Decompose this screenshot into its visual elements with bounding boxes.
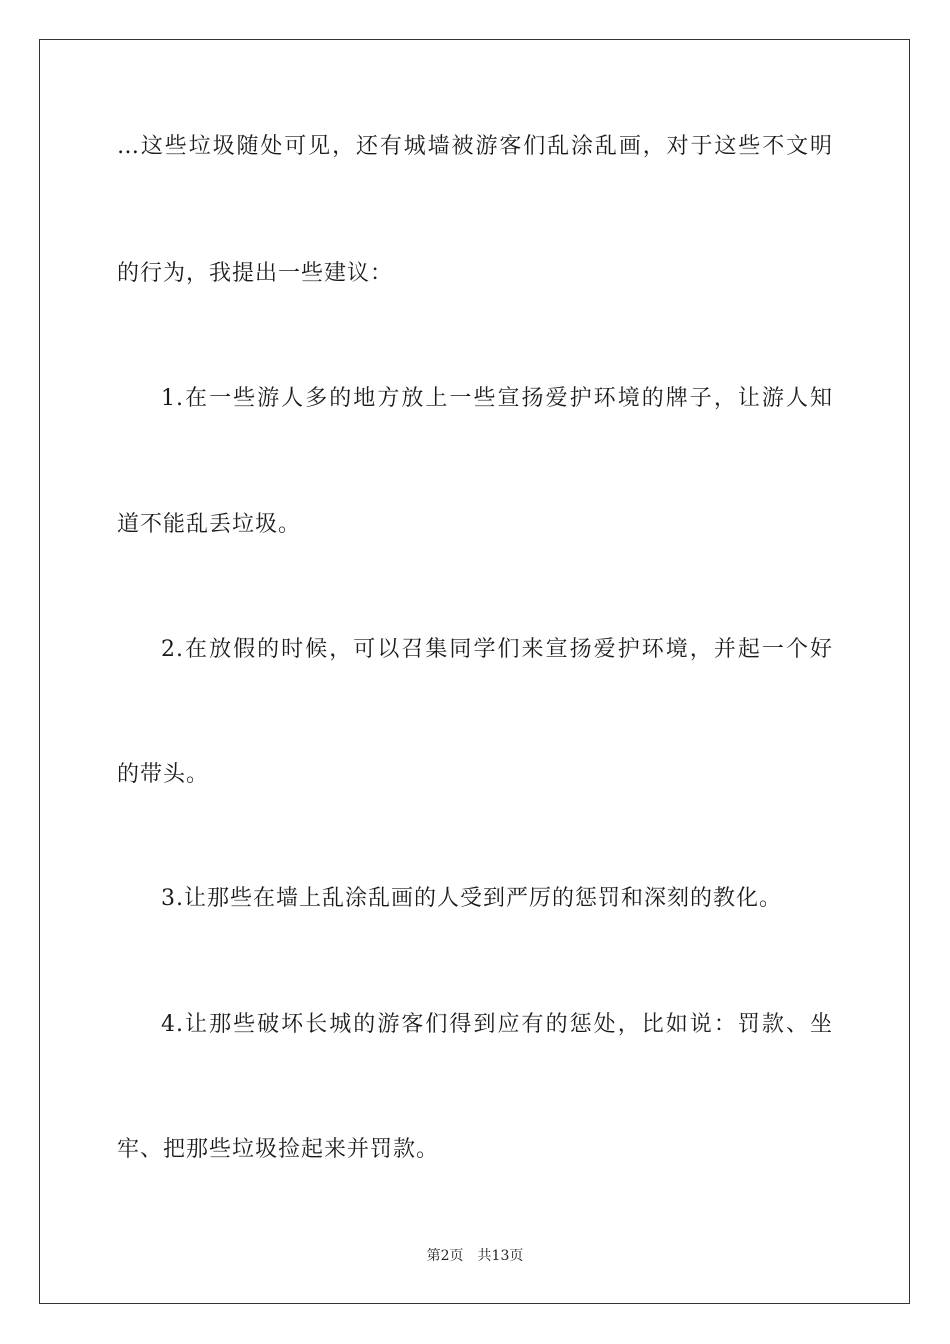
list-item-1-line: 道不能乱丢垃圾。 <box>117 512 302 537</box>
page-border <box>39 39 910 1304</box>
list-item-4-line: 4.让那些破坏长城的游客们得到应有的惩处，比如说：罚款、坐 <box>161 1012 833 1037</box>
paragraph-line: 的行为，我提出一些建议： <box>117 261 394 286</box>
paragraph-line: …这些垃圾随处可见，还有城墙被游客们乱涂乱画，对于这些不文明 <box>117 134 833 159</box>
page-footer <box>0 1247 950 1265</box>
page-number: 第2页 <box>426 1248 464 1264</box>
list-item-2-line: 2.在放假的时候，可以召集同学们来宣扬爱护环境，并起一个好 <box>161 637 833 662</box>
list-item-2-line: 的带头。 <box>117 762 210 787</box>
list-item-1-line: 1.在一些游人多的地方放上一些宣扬爱护环境的牌子，让游人知 <box>161 386 833 411</box>
list-item-4-line: 牢、把那些垃圾捡起来并罚款。 <box>117 1137 440 1162</box>
list-item-3-line: 3.让那些在墙上乱涂乱画的人受到严厉的惩罚和深刻的教化。 <box>161 886 782 911</box>
page-total: 共13页 <box>477 1248 524 1264</box>
